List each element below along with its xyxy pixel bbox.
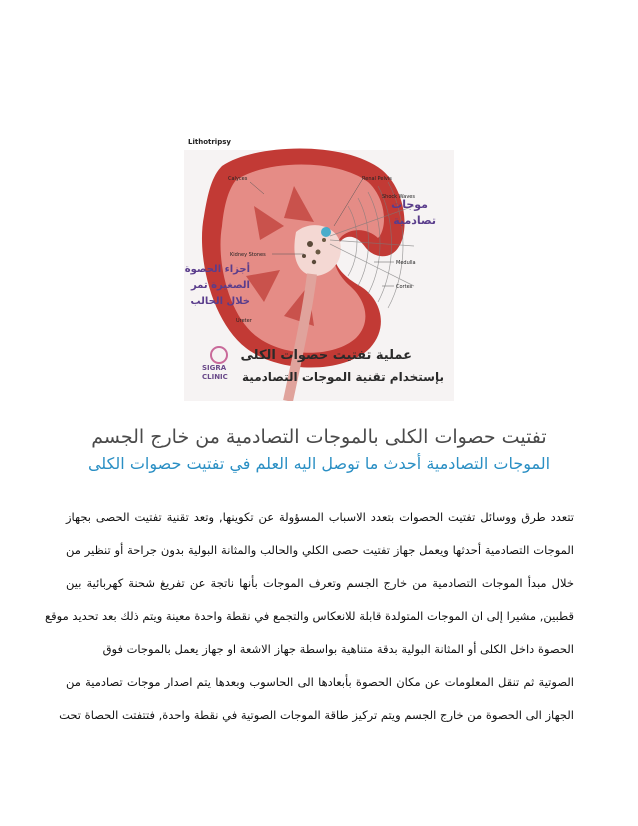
label-calyces: Calyces <box>228 176 248 182</box>
waves-label-line1: موجات <box>391 198 428 211</box>
figure-caption-line2: بإستخدام تقنية الموجات التصادمية <box>242 370 444 384</box>
label-ureter: Ureter <box>236 318 252 324</box>
paragraph-line: الصوتية ثم تنقل المعلومات عن مكان الحصوة بأبعادها الى الحاسوب وبعدها يتم اصدار موجات تصادمية من <box>66 675 574 689</box>
paragraph-line: خلال مبدأ الموجات التصادمية من خارج الجسم وتعرف الموجات بأنها ناتجة عن تفريغ شحنة كهربائية بين <box>66 576 574 590</box>
paragraph-line: قطبين, مشيرا إلى ان الموجات المتولدة قابلة للانعكاس والتجمع في نقطة واحدة معينة ويتم ذلك بعد تحديد موقع <box>45 609 574 623</box>
label-kidney-stones: Kidney Stones <box>230 252 266 258</box>
waves-label-line2: تصادمية <box>393 214 436 227</box>
fragments-label-line2: الصغيرة تمر <box>190 280 250 291</box>
paragraph-line: الموجات التصادمية أحدثها ويعمل جهاز تفتيت حصى الكلي والحالب والمثانة البولية بدون جراحة أو تنظير من <box>66 543 574 557</box>
kidney-lithotripsy-illustration <box>184 136 454 401</box>
fragments-label-line3: خلال الحالب <box>190 296 250 307</box>
page-title: تفتيت حصوات الكلى بالموجات التصادمية من خارج الجسم <box>91 426 547 448</box>
label-renal-pelvis: Renal Pelvis <box>362 176 392 182</box>
paragraph-line: الحصوة داخل الكلى أو المثانة البولية بدقة متناهية بواسطة جهاز الاشعة او جهاز يعمل بالموجات فوق <box>102 642 574 656</box>
label-medulla: Medulla <box>396 260 416 266</box>
label-shock-waves: Shock Waves <box>382 194 415 200</box>
logo-text-line2: CLINIC <box>202 373 228 381</box>
paragraph-line: تتعدد طرق ووسائل تفتيت الحصوات بتعدد الاسباب المسؤولة عن تكوينها, وتعد تقنية تفتيت الحصى بجهاز <box>66 510 574 524</box>
paragraph-line: الجهاز الى الحصوة من خارج الجسم ويتم تركيز طاقة الموجات الصوتية في نقطة واحدة, فتتفتت الحصاة تحت <box>59 708 574 722</box>
logo-text-line1: SIGRA <box>202 364 227 372</box>
page-subtitle: الموجات التصادمية أحدث ما توصل اليه العلم في تفتيت حصوات الكلى <box>87 454 551 473</box>
figure-header: Lithotripsy <box>188 138 231 146</box>
fragments-label-line1: أجزاء الحصوة <box>184 264 250 275</box>
clinic-logo <box>198 346 238 390</box>
figure-caption-line1: عملية تفتيت حصوات الكلى <box>240 348 412 363</box>
logo-mark-icon <box>210 346 228 364</box>
label-cortex: Cortex <box>396 284 413 290</box>
